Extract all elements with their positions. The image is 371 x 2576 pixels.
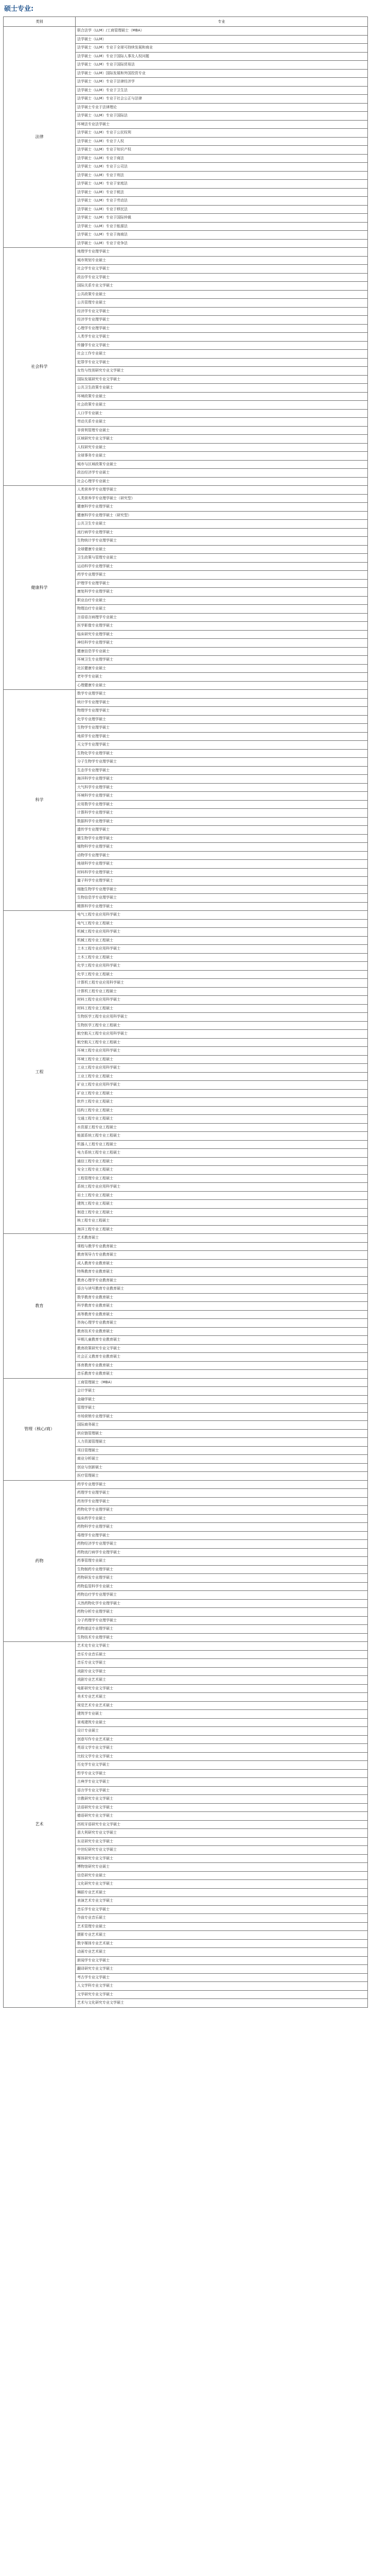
major-cell: 软件工程专业工程硕士 xyxy=(76,1098,368,1107)
major-cell: 护理学专业理学硕士 xyxy=(76,579,368,588)
major-cell: 信息研究专业硕士 xyxy=(76,1871,368,1880)
major-cell: 应用数学专业理学硕士 xyxy=(76,800,368,809)
major-cell: 传播学专业文学硕士 xyxy=(76,341,368,350)
table-row xyxy=(4,911,368,920)
major-cell: 作曲专业音乐硕士 xyxy=(76,1914,368,1923)
major-cell: 艺术教育硕士 xyxy=(76,1234,368,1243)
major-cell: 植物科学专业理学硕士 xyxy=(76,843,368,852)
major-cell: 药物治疗学专业理学硕士 xyxy=(76,1591,368,1600)
major-cell: 材料工程专业应用科学硕士 xyxy=(76,996,368,1005)
major-cell: 犯罪学专业文学硕士 xyxy=(76,358,368,367)
major-cell: 生物化学专业理学硕士 xyxy=(76,749,368,758)
major-cell: 联合法学（LLM）/工商管理硕士（MBA） xyxy=(76,27,368,36)
major-cell: 语言与读写教育专业教育硕士 xyxy=(76,1285,368,1294)
major-cell: 社会正义教育专业教育硕士 xyxy=(76,1353,368,1362)
major-cell: 精算科学专业理学硕士 xyxy=(76,902,368,911)
major-cell: 人权研究专业硕士 xyxy=(76,443,368,452)
major-cell: 金融学硕士 xyxy=(76,1395,368,1404)
major-cell: 健康信息学专业硕士 xyxy=(76,647,368,656)
major-cell: 全球事务专业硕士 xyxy=(76,452,368,461)
major-cell: 高等教育专业教育硕士 xyxy=(76,1310,368,1319)
major-cell: 科学教育专业教育硕士 xyxy=(76,1302,368,1311)
major-cell: 媒体研究专业文学硕士 xyxy=(76,1854,368,1863)
major-cell: 戏剧专业艺术硕士 xyxy=(76,1676,368,1685)
major-cell: 系统工程专业应用科学硕士 xyxy=(76,1183,368,1192)
major-cell: 中世纪研究专业文学硕士 xyxy=(76,1846,368,1855)
major-cell: 法学硕士（LLM）专业于国际仲裁 xyxy=(76,214,368,223)
major-cell: 市场营销专业理学硕士 xyxy=(76,1412,368,1421)
major-cell: 人文学科专业文学硕士 xyxy=(76,1982,368,1991)
table-row xyxy=(4,1378,368,1387)
major-cell: 航空航天工程专业应用科学硕士 xyxy=(76,1030,368,1039)
major-cell: 计算机工程专业应用科学硕士 xyxy=(76,979,368,988)
major-cell: 材料科学专业理学硕士 xyxy=(76,868,368,877)
major-cell: 法学硕士（LLM）专业于公民权利 xyxy=(76,129,368,138)
major-cell: 教育政策研究专业文学硕士 xyxy=(76,1344,368,1353)
major-cell: 微生物学专业理学硕士 xyxy=(76,834,368,843)
major-cell: 水资源工程专业工程硕士 xyxy=(76,1123,368,1132)
major-cell: 艺术史专业文学硕士 xyxy=(76,1642,368,1651)
major-cell: 生物医学工程专业应用科学硕士 xyxy=(76,1013,368,1022)
major-cell: 法学硕士（LLM）专业于知识产权 xyxy=(76,146,368,155)
header-major: 专业 xyxy=(76,17,368,27)
major-cell: 生物制药专业理学硕士 xyxy=(76,1565,368,1574)
major-cell: 课程与教学专业教育硕士 xyxy=(76,1242,368,1251)
major-cell: 矿业工程专业应用科学硕士 xyxy=(76,1081,368,1090)
major-cell: 博物馆研究专业硕士 xyxy=(76,1863,368,1872)
major-cell: 制造工程专业工程硕士 xyxy=(76,1208,368,1217)
major-cell: 电力系统工程专业工程硕士 xyxy=(76,1149,368,1158)
major-cell: 土木工程专业工程硕士 xyxy=(76,953,368,962)
major-cell: 动物学专业理学硕士 xyxy=(76,851,368,860)
major-cell: 公共卫生政策专业硕士 xyxy=(76,384,368,393)
major-cell: 老年学专业硕士 xyxy=(76,673,368,682)
major-cell: 城市规划专业硕士 xyxy=(76,256,368,265)
major-cell: 化学工程专业应用科学硕士 xyxy=(76,962,368,971)
major-cell: 土木工程专业应用科学硕士 xyxy=(76,945,368,954)
major-cell: 神经科学专业理学硕士 xyxy=(76,639,368,648)
category-cell: 管理（核心/商） xyxy=(4,1378,76,1480)
major-cell: 音乐教育专业教育硕士 xyxy=(76,1370,368,1379)
major-cell: 机器人工程专业工程硕士 xyxy=(76,1140,368,1149)
major-cell: 公共卫生专业硕士 xyxy=(76,520,368,529)
major-cell: 创业与创新硕士 xyxy=(76,1463,368,1472)
major-cell: 公共管理专业硕士 xyxy=(76,299,368,308)
major-cell: 通信工程专业工程硕士 xyxy=(76,1157,368,1166)
major-cell: 职业治疗专业硕士 xyxy=(76,596,368,605)
major-cell: 矿业工程专业工程硕士 xyxy=(76,1089,368,1098)
major-cell: 地理学专业理学硕士 xyxy=(76,248,368,257)
category-cell: 健康科学 xyxy=(4,486,76,690)
major-cell: 法学硕士（LLM）专业于国际贸易法 xyxy=(76,61,368,70)
major-cell: 国际发展研究专业文学硕士 xyxy=(76,375,368,384)
major-cell: 交通工程专业工程硕士 xyxy=(76,1115,368,1124)
major-cell: 历史学专业文学硕士 xyxy=(76,1761,368,1770)
major-cell: 法学硕士（LLM）专业于国际人事及人权问题 xyxy=(76,52,368,61)
major-cell: 非营利管理专业硕士 xyxy=(76,426,368,435)
major-cell: 药物科学专业理学硕士 xyxy=(76,1523,368,1532)
major-cell: 经济学专业理学硕士 xyxy=(76,316,368,325)
major-cell: 法学硕士（LLM）专业于劳动法 xyxy=(76,197,368,206)
major-cell: 体育教育专业教育硕士 xyxy=(76,1361,368,1370)
major-cell: 物理治疗专业硕士 xyxy=(76,605,368,614)
major-cell: 美术专业艺术硕士 xyxy=(76,1693,368,1702)
major-cell: 翻译研究专业文学硕士 xyxy=(76,1965,368,1974)
major-cell: 西班牙语研究专业文学硕士 xyxy=(76,1820,368,1829)
table-row xyxy=(4,248,368,257)
major-cell: 建筑工程专业工程硕士 xyxy=(76,1200,368,1209)
major-cell: 计算科学专业理学硕士 xyxy=(76,809,368,818)
category-cell: 艺术 xyxy=(4,1642,76,2008)
major-cell: 药物递送专业理学硕士 xyxy=(76,1625,368,1634)
major-cell: 管理学硕士 xyxy=(76,1404,368,1413)
major-cell: 动画专业艺术硕士 xyxy=(76,1948,368,1957)
major-cell: 法学硕士（LLM）专业于海商法 xyxy=(76,231,368,240)
major-cell: 音乐学专业文学硕士 xyxy=(76,1905,368,1914)
major-cell: 法学硕士（LLM）专业于商法 xyxy=(76,154,368,163)
major-cell: 遗传学专业理学硕士 xyxy=(76,826,368,835)
major-cell: 生物信息学专业理学硕士 xyxy=(76,894,368,903)
major-cell: 人类营养学专业理学硕士 xyxy=(76,486,368,495)
major-cell: 经济学专业文学硕士 xyxy=(76,307,368,316)
major-cell: 流行病学专业理学硕士 xyxy=(76,528,368,537)
major-cell: 社会工作专业硕士 xyxy=(76,350,368,359)
major-cell: 化学工程专业工程硕士 xyxy=(76,970,368,979)
major-cell: 药理学专业理学硕士 xyxy=(76,1489,368,1498)
major-cell: 全球健康专业硕士 xyxy=(76,545,368,554)
major-cell: 细胞生物学专业理学硕士 xyxy=(76,885,368,894)
table-row xyxy=(4,27,368,36)
major-cell: 商业分析硕士 xyxy=(76,1455,368,1464)
major-cell: 材料工程专业工程硕士 xyxy=(76,1004,368,1013)
major-cell: 航空航天工程专业工程硕士 xyxy=(76,1038,368,1047)
major-cell: 语言学专业文学硕士 xyxy=(76,1786,368,1795)
major-cell: 能源系统工程专业工程硕士 xyxy=(76,1132,368,1141)
table-row xyxy=(4,690,368,699)
major-cell: 地质学专业理学硕士 xyxy=(76,732,368,741)
major-cell: 医学影像专业理学硕士 xyxy=(76,622,368,631)
major-cell: 岩土工程专业工程硕士 xyxy=(76,1191,368,1200)
major-cell: 法学硕士（LLM）专业于卫生法 xyxy=(76,86,368,95)
major-cell: 临床研究专业理学硕士 xyxy=(76,630,368,639)
major-cell: 国际关系专业文学硕士 xyxy=(76,282,368,291)
major-cell: 法学硕士（LLM）专业于能源法 xyxy=(76,222,368,231)
major-cell: 舞蹈专业艺术硕士 xyxy=(76,1888,368,1897)
major-cell: 法学硕士（LLM）专业于公司法 xyxy=(76,163,368,172)
major-cell: 环境法专业法学硕士 xyxy=(76,120,368,129)
table-row xyxy=(4,1234,368,1243)
major-cell: 政治经济学专业硕士 xyxy=(76,469,368,478)
major-cell: 药事管理专业硕士 xyxy=(76,1557,368,1566)
major-cell: 区域研究专业文学硕士 xyxy=(76,435,368,444)
major-cell: 天文学专业理学硕士 xyxy=(76,741,368,750)
table-row xyxy=(4,1480,368,1489)
major-cell: 法学硕士（LLM）专业于国际法 xyxy=(76,112,368,121)
major-cell: 心理健康专业硕士 xyxy=(76,681,368,690)
major-cell: 艺术与文化研究专业文学硕士 xyxy=(76,1999,368,2008)
major-cell: 景观建筑专业硕士 xyxy=(76,1718,368,1727)
major-cell: 环境工程专业工程硕士 xyxy=(76,1055,368,1064)
category-cell: 工程 xyxy=(4,911,76,1234)
major-cell: 戏剧专业文学硕士 xyxy=(76,1667,368,1676)
major-cell: 摄影专业艺术硕士 xyxy=(76,1931,368,1940)
major-cell: 药物流行病学专业理学硕士 xyxy=(76,1548,368,1557)
major-cell: 健康科学专业理学硕士 xyxy=(76,503,368,512)
major-cell: 考古学专业文学硕士 xyxy=(76,1973,368,1982)
major-cell: 东亚研究专业文学硕士 xyxy=(76,1837,368,1846)
major-cell: 法学硕士（LLM）专业于移民法 xyxy=(76,205,368,214)
major-cell: 药学专业理学硕士 xyxy=(76,1480,368,1489)
major-cell: 视觉艺术专业艺术硕士 xyxy=(76,1701,368,1710)
major-cell: 药剂学专业理学硕士 xyxy=(76,1497,368,1506)
major-cell: 分子药理学专业理学硕士 xyxy=(76,1616,368,1625)
major-cell: 言语语言病理学专业硕士 xyxy=(76,613,368,622)
major-cell: 机械工程专业应用科学硕士 xyxy=(76,928,368,937)
major-cell: 核工程专业工程硕士 xyxy=(76,1217,368,1226)
major-cell: 特殊教育专业教育硕士 xyxy=(76,1268,368,1277)
major-cell: 教育技术专业教育硕士 xyxy=(76,1327,368,1336)
major-cell: 音乐专业音乐硕士 xyxy=(76,1650,368,1659)
major-cell: 劳动关系专业硕士 xyxy=(76,418,368,427)
category-cell: 教育 xyxy=(4,1234,76,1379)
major-cell: 比较文学专业文学硕士 xyxy=(76,1752,368,1761)
major-cell: 环境科学专业理学硕士 xyxy=(76,792,368,801)
major-cell: 临床药学专业硕士 xyxy=(76,1514,368,1523)
major-cell: 人口学专业硕士 xyxy=(76,409,368,418)
major-cell: 卫生政策与管理专业硕士 xyxy=(76,554,368,563)
major-cell: 法语研究专业文学硕士 xyxy=(76,1803,368,1812)
major-cell: 物理学专业理学硕士 xyxy=(76,707,368,716)
major-cell: 社会心理学专业硕士 xyxy=(76,477,368,486)
major-cell: 国际商务硕士 xyxy=(76,1421,368,1430)
major-cell: 工业工程专业应用科学硕士 xyxy=(76,1064,368,1073)
major-cell: 法学硕士专业于法律理论 xyxy=(76,103,368,112)
major-cell: 健康科学专业理学硕士（研究型） xyxy=(76,511,368,520)
major-cell: 人类学专业文学硕士 xyxy=(76,333,368,342)
major-cell: 意大利研究专业文学硕士 xyxy=(76,1829,368,1838)
table-header-row xyxy=(4,17,368,27)
major-cell: 量子科学专业理学硕士 xyxy=(76,877,368,886)
major-cell: 毒理学专业理学硕士 xyxy=(76,1531,368,1540)
major-cell: 法学硕士（LLM）专业于家庭法 xyxy=(76,180,368,189)
major-cell: 机械工程专业工程硕士 xyxy=(76,936,368,945)
major-cell: 康复科学专业理学硕士 xyxy=(76,588,368,597)
major-cell: 法学硕士（LLM）专业于法律经济学 xyxy=(76,78,368,87)
major-cell: 音乐专业文学硕士 xyxy=(76,1659,368,1668)
major-cell: 法学硕士（LLM） xyxy=(76,35,368,44)
major-cell: 工业工程专业工程硕士 xyxy=(76,1072,368,1081)
major-cell: 成人教育专业教育硕士 xyxy=(76,1259,368,1268)
major-cell: 设计专业硕士 xyxy=(76,1727,368,1736)
major-cell: 结构工程专业工程硕士 xyxy=(76,1106,368,1115)
major-cell: 早期儿童教育专业教育硕士 xyxy=(76,1336,368,1345)
major-cell: 城市与区域政策专业硕士 xyxy=(76,460,368,469)
major-cell: 法学硕士（LLM）专业于社会公正与法律 xyxy=(76,95,368,104)
major-cell: 生态学专业理学硕士 xyxy=(76,766,368,775)
major-cell: 德语研究专业文学硕士 xyxy=(76,1812,368,1821)
major-cell: 数据科学专业理学硕士 xyxy=(76,817,368,826)
major-cell: 环境政策专业硕士 xyxy=(76,392,368,401)
major-cell: 电气工程专业应用科学硕士 xyxy=(76,911,368,920)
major-cell: 教育心理学专业教育硕士 xyxy=(76,1276,368,1285)
category-cell: 科学 xyxy=(4,690,76,911)
major-cell: 天然药物化学专业理学硕士 xyxy=(76,1599,368,1608)
major-cell: 表演艺术专业文学硕士 xyxy=(76,1897,368,1906)
major-cell: 政治学专业文学硕士 xyxy=(76,273,368,282)
major-cell: 海洋工程专业工程硕士 xyxy=(76,1225,368,1234)
category-cell: 法律 xyxy=(4,27,76,248)
major-cell: 药物化学专业理学硕士 xyxy=(76,1506,368,1515)
major-cell: 新闻学专业文学硕士 xyxy=(76,1956,368,1965)
major-cell: 数学教育专业教育硕士 xyxy=(76,1293,368,1302)
table-body xyxy=(4,27,368,2008)
major-cell: 药物经济学专业理学硕士 xyxy=(76,1540,368,1549)
major-cell: 药学专业理学硕士 xyxy=(76,571,368,580)
major-cell: 供应链管理硕士 xyxy=(76,1429,368,1438)
category-cell: 社会科学 xyxy=(4,248,76,486)
major-cell: 生物学专业理学硕士 xyxy=(76,724,368,733)
major-cell: 艺术管理专业硕士 xyxy=(76,1922,368,1931)
major-cell: 文化研究专业文学硕士 xyxy=(76,1880,368,1889)
table-row xyxy=(4,1642,368,1651)
major-cell: 宗教研究专业文学硕士 xyxy=(76,1795,368,1804)
major-cell: 工商管理硕士（MBA） xyxy=(76,1378,368,1387)
major-cell: 生物医学工程专业工程硕士 xyxy=(76,1021,368,1030)
major-cell: 生物技术专业理学硕士 xyxy=(76,1633,368,1642)
major-cell: 运动科学专业理学硕士 xyxy=(76,562,368,571)
category-cell: 药物 xyxy=(4,1480,76,1642)
major-cell: 英语文学专业文学硕士 xyxy=(76,1744,368,1753)
major-cell: 文学研究专业文学硕士 xyxy=(76,1990,368,1999)
major-cell: 安全工程专业工程硕士 xyxy=(76,1166,368,1175)
major-cell: 法学硕士（LLM）专业于人权 xyxy=(76,137,368,146)
major-cell: 环境工程专业应用科学硕士 xyxy=(76,1047,368,1056)
major-cell: 社会政策专业硕士 xyxy=(76,401,368,410)
major-cell: 咨询心理学专业教育硕士 xyxy=(76,1319,368,1328)
major-cell: 公共政策专业硕士 xyxy=(76,290,368,299)
major-cell: 统计学专业理学硕士 xyxy=(76,698,368,707)
major-cell: 会计学硕士 xyxy=(76,1387,368,1396)
major-cell: 海洋科学专业理学硕士 xyxy=(76,775,368,784)
major-cell: 古典学专业文学硕士 xyxy=(76,1778,368,1787)
majors-table xyxy=(3,16,368,2008)
major-cell: 数学专业理学硕士 xyxy=(76,690,368,699)
major-cell: 医疗管理硕士 xyxy=(76,1472,368,1481)
major-cell: 人力资源管理硕士 xyxy=(76,1438,368,1447)
major-cell: 环境卫生专业理学硕士 xyxy=(76,656,368,665)
major-cell: 工程管理专业工程硕士 xyxy=(76,1174,368,1183)
major-cell: 法学硕士（LLM）专业于竞争法 xyxy=(76,239,368,248)
table-row xyxy=(4,486,368,495)
major-cell: 项目管理硕士 xyxy=(76,1446,368,1455)
major-cell: 电气工程专业工程硕士 xyxy=(76,919,368,928)
major-cell: 心理学专业理学硕士 xyxy=(76,324,368,333)
major-cell: 女性与性别研究专业文学硕士 xyxy=(76,367,368,376)
major-cell: 药物研发专业理学硕士 xyxy=(76,1574,368,1583)
major-cell: 法学硕士（LLM）国际发展和外国投资专业 xyxy=(76,69,368,78)
major-cell: 法学硕士（LLM）专业于全球可持续发展和商业 xyxy=(76,44,368,53)
major-cell: 药物分析专业理学硕士 xyxy=(76,1608,368,1617)
major-cell: 电影研究专业文学硕士 xyxy=(76,1684,368,1693)
major-cell: 法学硕士（LLM）专业于刑法 xyxy=(76,171,368,180)
major-cell: 大气科学专业理学硕士 xyxy=(76,783,368,792)
header-category: 类别 xyxy=(4,17,76,27)
major-cell: 药物监管科学专业硕士 xyxy=(76,1582,368,1591)
major-cell: 计算机工程专业工程硕士 xyxy=(76,987,368,996)
page-heading: 硕士专业: xyxy=(4,5,34,13)
major-cell: 化学专业理学硕士 xyxy=(76,715,368,724)
major-cell: 哲学专业文学硕士 xyxy=(76,1769,368,1778)
major-cell: 人类营养学专业理学硕士（研究型） xyxy=(76,494,368,503)
major-cell: 社会学专业文学硕士 xyxy=(76,265,368,274)
major-cell: 数字媒体专业艺术硕士 xyxy=(76,1939,368,1948)
major-cell: 分子生物学专业理学硕士 xyxy=(76,758,368,767)
major-cell: 地球科学专业理学硕士 xyxy=(76,860,368,869)
major-cell: 法学硕士（LLM）专业于税法 xyxy=(76,188,368,197)
major-cell: 社区健康专业硕士 xyxy=(76,664,368,673)
major-cell: 生物统计学专业理学硕士 xyxy=(76,537,368,546)
major-cell: 建筑学专业硕士 xyxy=(76,1710,368,1719)
major-cell: 教育领导力专业教育硕士 xyxy=(76,1251,368,1260)
major-cell: 创意写作专业艺术硕士 xyxy=(76,1735,368,1744)
